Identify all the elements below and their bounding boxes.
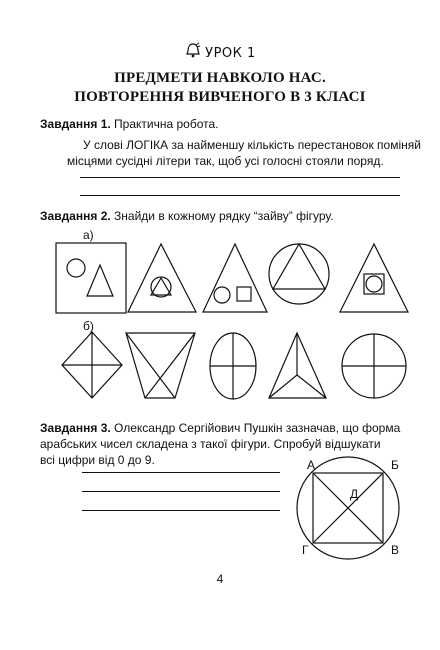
task-3-line-3: всі цифри від 0 до 9. [40, 453, 155, 467]
task-1-text: Практична робота. [114, 117, 219, 131]
task-1-label: Завдання 1. [40, 117, 111, 131]
page-title-line-1: ПРЕДМЕТИ НАВКОЛО НАС. [114, 70, 326, 86]
task-2-label: Завдання 2. [40, 209, 111, 223]
task-2-text: Знайди в кожному рядку “зайву” фігуру. [114, 209, 334, 223]
row-a-label: а) [83, 228, 94, 242]
point-label-c: В [391, 543, 400, 557]
task-1-line-1: У слові ЛОГІКА за найменшу кількість перестановок поміняй [83, 138, 421, 152]
task-3-label: Завдання 3. [40, 421, 111, 435]
point-label-d: Д [350, 487, 359, 501]
row-b-label: б) [83, 319, 94, 333]
point-label-b: Б [391, 458, 399, 472]
page-number: 4 [216, 572, 224, 586]
task-3-text-1: Олександр Сергійович Пушкін зазначав, що форма [114, 421, 401, 435]
task-1-line-2: місцями сусідні літери так, щоб усі голосні стояли поряд. [67, 154, 384, 168]
page-title-line-2: ПОВТОРЕННЯ ВИВЧЕНОГО В 3 КЛАСІ [74, 89, 366, 105]
point-label-a: А [307, 458, 316, 472]
lesson-label: УРОК 1 [205, 46, 256, 61]
task-3-line-2: арабських чисел складена з такої фігури. Спробуй відшукати [40, 437, 381, 451]
point-label-g: Г [302, 543, 309, 557]
